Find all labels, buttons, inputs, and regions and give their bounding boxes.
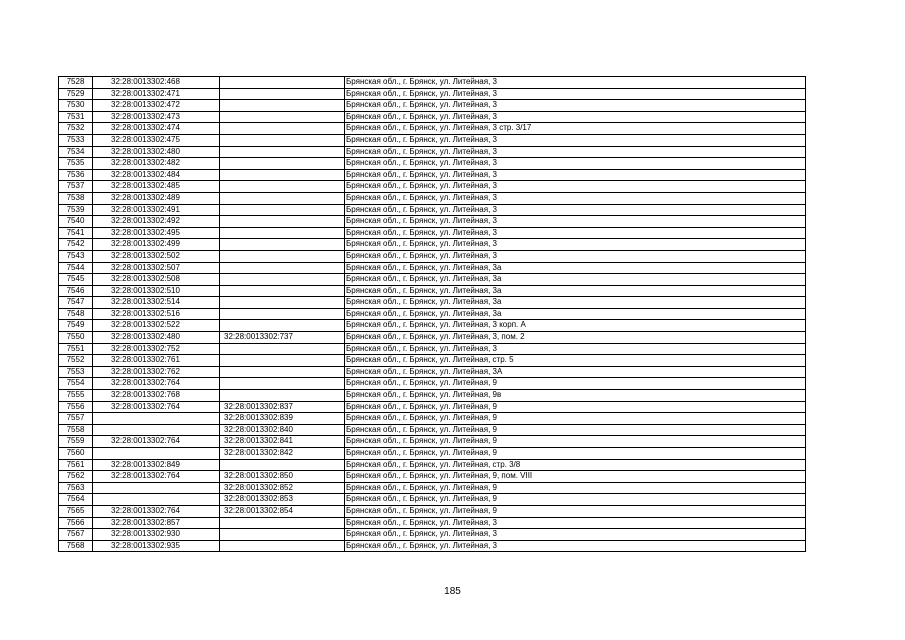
row-number-cell: 7534 (59, 146, 93, 158)
cadastral-number-cell: 32:28:0013302:480 (93, 146, 220, 158)
linked-cadastral-number-cell (220, 192, 345, 204)
linked-cadastral-number-cell: 32:28:0013302:852 (220, 482, 345, 494)
linked-cadastral-number-cell (220, 216, 345, 228)
linked-cadastral-number-cell (220, 146, 345, 158)
table-row (59, 216, 806, 228)
row-number-cell: 7537 (59, 181, 93, 193)
row-number-cell: 7553 (59, 366, 93, 378)
row-number-cell: 7535 (59, 158, 93, 170)
cadastral-number-cell: 32:28:0013302:502 (93, 250, 220, 262)
cadastral-number-cell: 32:28:0013302:491 (93, 204, 220, 216)
table-row (59, 239, 806, 251)
row-number-cell: 7559 (59, 436, 93, 448)
cadastral-number-cell: 32:28:0013302:768 (93, 390, 220, 402)
table-row (59, 436, 806, 448)
row-number-cell: 7556 (59, 401, 93, 413)
cadastral-number-cell (93, 494, 220, 506)
linked-cadastral-number-cell (220, 274, 345, 286)
cadastral-number-cell: 32:28:0013302:764 (93, 471, 220, 483)
cadastral-number-cell: 32:28:0013302:507 (93, 262, 220, 274)
row-number-cell: 7562 (59, 471, 93, 483)
cadastral-number-cell (93, 448, 220, 460)
address-cell: Брянская обл., г. Брянск, ул. Литейная, 3 (345, 250, 806, 262)
row-number-cell: 7567 (59, 529, 93, 541)
table-row (59, 459, 806, 471)
row-number-cell: 7555 (59, 390, 93, 402)
linked-cadastral-number-cell (220, 134, 345, 146)
linked-cadastral-number-cell (220, 262, 345, 274)
address-cell: Брянская обл., г. Брянск, ул. Литейная, 3 корп. А (345, 320, 806, 332)
row-number-cell: 7561 (59, 459, 93, 471)
linked-cadastral-number-cell (220, 366, 345, 378)
linked-cadastral-number-cell (220, 390, 345, 402)
address-cell: Брянская обл., г. Брянск, ул. Литейная, 3 (345, 216, 806, 228)
cadastral-number-cell (93, 424, 220, 436)
table-row (59, 134, 806, 146)
address-cell: Брянская обл., г. Брянск, ул. Литейная, 3, пом. 2 (345, 332, 806, 344)
address-cell: Брянская обл., г. Брянск, ул. Литейная, 9 (345, 494, 806, 506)
linked-cadastral-number-cell: 32:28:0013302:839 (220, 413, 345, 425)
address-cell: Брянская обл., г. Брянск, ул. Литейная, 3 (345, 146, 806, 158)
property-registry-table (58, 76, 806, 552)
table-row (59, 529, 806, 541)
row-number-cell: 7538 (59, 192, 93, 204)
linked-cadastral-number-cell (220, 181, 345, 193)
table-row (59, 494, 806, 506)
table-row (59, 517, 806, 529)
linked-cadastral-number-cell: 32:28:0013302:854 (220, 505, 345, 517)
row-number-cell: 7528 (59, 77, 93, 89)
linked-cadastral-number-cell (220, 343, 345, 355)
linked-cadastral-number-cell: 32:28:0013302:737 (220, 332, 345, 344)
cadastral-number-cell (93, 482, 220, 494)
cadastral-number-cell: 32:28:0013302:764 (93, 401, 220, 413)
cadastral-number-cell: 32:28:0013302:499 (93, 239, 220, 251)
address-cell: Брянская обл., г. Брянск, ул. Литейная, 3а (345, 308, 806, 320)
linked-cadastral-number-cell (220, 239, 345, 251)
cadastral-number-cell: 32:28:0013302:480 (93, 332, 220, 344)
table-row (59, 169, 806, 181)
table-row (59, 482, 806, 494)
row-number-cell: 7566 (59, 517, 93, 529)
row-number-cell: 7554 (59, 378, 93, 390)
cadastral-number-cell: 32:28:0013302:764 (93, 378, 220, 390)
table-row (59, 158, 806, 170)
address-cell: Брянская обл., г. Брянск, ул. Литейная, 3 (345, 77, 806, 89)
linked-cadastral-number-cell: 32:28:0013302:853 (220, 494, 345, 506)
linked-cadastral-number-cell (220, 227, 345, 239)
linked-cadastral-number-cell (220, 285, 345, 297)
table-row (59, 390, 806, 402)
row-number-cell: 7550 (59, 332, 93, 344)
table-row (59, 505, 806, 517)
linked-cadastral-number-cell (220, 540, 345, 552)
address-cell: Брянская обл., г. Брянск, ул. Литейная, 3 (345, 529, 806, 541)
row-number-cell: 7539 (59, 204, 93, 216)
address-cell: Брянская обл., г. Брянск, ул. Литейная, 3а (345, 297, 806, 309)
table-row (59, 100, 806, 112)
cadastral-number-cell: 32:28:0013302:510 (93, 285, 220, 297)
address-cell: Брянская обл., г. Брянск, ул. Литейная, 3 (345, 204, 806, 216)
table-row (59, 88, 806, 100)
row-number-cell: 7557 (59, 413, 93, 425)
cadastral-number-cell: 32:28:0013302:762 (93, 366, 220, 378)
linked-cadastral-number-cell (220, 308, 345, 320)
address-cell: Брянская обл., г. Брянск, ул. Литейная, 9 (345, 401, 806, 413)
cadastral-number-cell (93, 413, 220, 425)
row-number-cell: 7533 (59, 134, 93, 146)
cadastral-number-cell: 32:28:0013302:482 (93, 158, 220, 170)
linked-cadastral-number-cell: 32:28:0013302:850 (220, 471, 345, 483)
row-number-cell: 7551 (59, 343, 93, 355)
row-number-cell: 7546 (59, 285, 93, 297)
linked-cadastral-number-cell (220, 355, 345, 367)
table-row (59, 320, 806, 332)
table-row (59, 262, 806, 274)
address-cell: Брянская обл., г. Брянск, ул. Литейная, 3 (345, 239, 806, 251)
row-number-cell: 7543 (59, 250, 93, 262)
address-cell: Брянская обл., г. Брянск, ул. Литейная, 3 (345, 227, 806, 239)
row-number-cell: 7560 (59, 448, 93, 460)
address-cell: Брянская обл., г. Брянск, ул. Литейная, 9 (345, 505, 806, 517)
cadastral-number-cell: 32:28:0013302:495 (93, 227, 220, 239)
table-row (59, 77, 806, 89)
cadastral-number-cell: 32:28:0013302:474 (93, 123, 220, 135)
linked-cadastral-number-cell (220, 88, 345, 100)
cadastral-number-cell: 32:28:0013302:489 (93, 192, 220, 204)
linked-cadastral-number-cell (220, 529, 345, 541)
table-row (59, 471, 806, 483)
linked-cadastral-number-cell (220, 378, 345, 390)
table-row (59, 250, 806, 262)
cadastral-number-cell: 32:28:0013302:468 (93, 77, 220, 89)
row-number-cell: 7529 (59, 88, 93, 100)
cadastral-number-cell: 32:28:0013302:516 (93, 308, 220, 320)
cadastral-number-cell: 32:28:0013302:761 (93, 355, 220, 367)
address-cell: Брянская обл., г. Брянск, ул. Литейная, 3 (345, 343, 806, 355)
linked-cadastral-number-cell: 32:28:0013302:840 (220, 424, 345, 436)
address-cell: Брянская обл., г. Брянск, ул. Литейная, 3 (345, 100, 806, 112)
cadastral-number-cell: 32:28:0013302:471 (93, 88, 220, 100)
row-number-cell: 7542 (59, 239, 93, 251)
table-row (59, 366, 806, 378)
linked-cadastral-number-cell (220, 297, 345, 309)
cadastral-number-cell: 32:28:0013302:485 (93, 181, 220, 193)
cadastral-number-cell: 32:28:0013302:764 (93, 505, 220, 517)
table-row (59, 192, 806, 204)
address-cell: Брянская обл., г. Брянск, ул. Литейная, 9 (345, 482, 806, 494)
table-row (59, 401, 806, 413)
linked-cadastral-number-cell (220, 169, 345, 181)
linked-cadastral-number-cell: 32:28:0013302:841 (220, 436, 345, 448)
row-number-cell: 7568 (59, 540, 93, 552)
row-number-cell: 7530 (59, 100, 93, 112)
address-cell: Брянская обл., г. Брянск, ул. Литейная, 9 (345, 378, 806, 390)
address-cell: Брянская обл., г. Брянск, ул. Литейная, 3 (345, 88, 806, 100)
row-number-cell: 7531 (59, 111, 93, 123)
cadastral-number-cell: 32:28:0013302:492 (93, 216, 220, 228)
linked-cadastral-number-cell (220, 100, 345, 112)
cadastral-number-cell: 32:28:0013302:849 (93, 459, 220, 471)
cadastral-number-cell: 32:28:0013302:473 (93, 111, 220, 123)
table-row (59, 297, 806, 309)
cadastral-number-cell: 32:28:0013302:522 (93, 320, 220, 332)
table-row (59, 308, 806, 320)
row-number-cell: 7558 (59, 424, 93, 436)
address-cell: Брянская обл., г. Брянск, ул. Литейная, 3 (345, 517, 806, 529)
row-number-cell: 7564 (59, 494, 93, 506)
address-cell: Брянская обл., г. Брянск, ул. Литейная, 3 (345, 181, 806, 193)
table-row (59, 285, 806, 297)
row-number-cell: 7563 (59, 482, 93, 494)
address-cell: Брянская обл., г. Брянск, ул. Литейная, 3 (345, 111, 806, 123)
cadastral-number-cell: 32:28:0013302:930 (93, 529, 220, 541)
cadastral-number-cell: 32:28:0013302:484 (93, 169, 220, 181)
linked-cadastral-number-cell: 32:28:0013302:842 (220, 448, 345, 460)
address-cell: Брянская обл., г. Брянск, ул. Литейная, 3 (345, 158, 806, 170)
row-number-cell: 7545 (59, 274, 93, 286)
address-cell: Брянская обл., г. Брянск, ул. Литейная, стр. 3/8 (345, 459, 806, 471)
row-number-cell: 7532 (59, 123, 93, 135)
table-row (59, 424, 806, 436)
linked-cadastral-number-cell (220, 320, 345, 332)
address-cell: Брянская обл., г. Брянск, ул. Литейная, 9 (345, 413, 806, 425)
address-cell: Брянская обл., г. Брянск, ул. Литейная, 9, пом. VIII (345, 471, 806, 483)
cadastral-number-cell: 32:28:0013302:475 (93, 134, 220, 146)
linked-cadastral-number-cell (220, 123, 345, 135)
table-row (59, 448, 806, 460)
address-cell: Брянская обл., г. Брянск, ул. Литейная, 9в (345, 390, 806, 402)
address-cell: Брянская обл., г. Брянск, ул. Литейная, 9 (345, 424, 806, 436)
address-cell: Брянская обл., г. Брянск, ул. Литейная, 3а (345, 285, 806, 297)
table-row (59, 413, 806, 425)
address-cell: Брянская обл., г. Брянск, ул. Литейная, 3 (345, 134, 806, 146)
row-number-cell: 7547 (59, 297, 93, 309)
cadastral-number-cell: 32:28:0013302:514 (93, 297, 220, 309)
row-number-cell: 7552 (59, 355, 93, 367)
table-row (59, 343, 806, 355)
linked-cadastral-number-cell (220, 517, 345, 529)
table-row (59, 123, 806, 135)
row-number-cell: 7536 (59, 169, 93, 181)
linked-cadastral-number-cell (220, 158, 345, 170)
table-row (59, 204, 806, 216)
row-number-cell: 7548 (59, 308, 93, 320)
cadastral-number-cell: 32:28:0013302:472 (93, 100, 220, 112)
cadastral-number-cell: 32:28:0013302:857 (93, 517, 220, 529)
cadastral-number-cell: 32:28:0013302:764 (93, 436, 220, 448)
linked-cadastral-number-cell (220, 204, 345, 216)
table-row (59, 181, 806, 193)
row-number-cell: 7540 (59, 216, 93, 228)
table-row (59, 378, 806, 390)
row-number-cell: 7544 (59, 262, 93, 274)
address-cell: Брянская обл., г. Брянск, ул. Литейная, стр. 5 (345, 355, 806, 367)
linked-cadastral-number-cell (220, 111, 345, 123)
address-cell: Брянская обл., г. Брянск, ул. Литейная, 3 (345, 192, 806, 204)
page-number: 185 (444, 586, 461, 597)
address-cell: Брянская обл., г. Брянск, ул. Литейная, 3а (345, 274, 806, 286)
cadastral-number-cell: 32:28:0013302:935 (93, 540, 220, 552)
table-row (59, 355, 806, 367)
linked-cadastral-number-cell (220, 250, 345, 262)
row-number-cell: 7549 (59, 320, 93, 332)
table-row (59, 332, 806, 344)
row-number-cell: 7541 (59, 227, 93, 239)
table-row (59, 111, 806, 123)
table-row (59, 274, 806, 286)
address-cell: Брянская обл., г. Брянск, ул. Литейная, 9 (345, 436, 806, 448)
cadastral-number-cell: 32:28:0013302:752 (93, 343, 220, 355)
address-cell: Брянская обл., г. Брянск, ул. Литейная, 3 стр. 3/17 (345, 123, 806, 135)
table-row (59, 146, 806, 158)
address-cell: Брянская обл., г. Брянск, ул. Литейная, 3 (345, 169, 806, 181)
address-cell: Брянская обл., г. Брянск, ул. Литейная, 9 (345, 448, 806, 460)
row-number-cell: 7565 (59, 505, 93, 517)
address-cell: Брянская обл., г. Брянск, ул. Литейная, 3А (345, 366, 806, 378)
table-row (59, 227, 806, 239)
address-cell: Брянская обл., г. Брянск, ул. Литейная, 3 (345, 540, 806, 552)
linked-cadastral-number-cell: 32:28:0013302:837 (220, 401, 345, 413)
cadastral-number-cell: 32:28:0013302:508 (93, 274, 220, 286)
table-body (59, 77, 806, 552)
table-row (59, 540, 806, 552)
linked-cadastral-number-cell (220, 459, 345, 471)
linked-cadastral-number-cell (220, 77, 345, 89)
address-cell: Брянская обл., г. Брянск, ул. Литейная, 3а (345, 262, 806, 274)
